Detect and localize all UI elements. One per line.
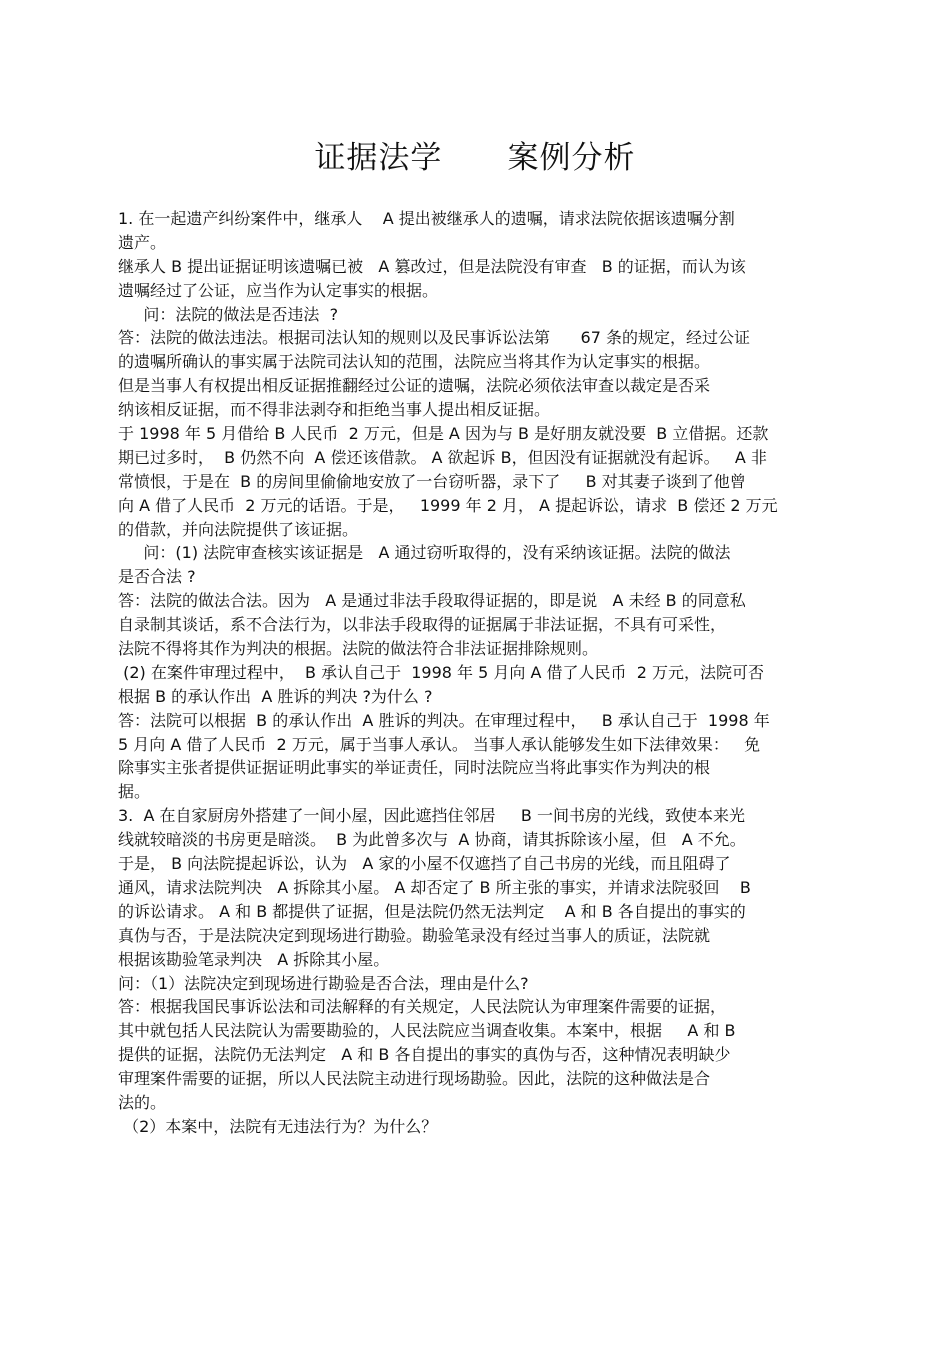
text-line: 答：法院可以根据 B 的承认作出 A 胜诉的判决。在审理过程中， B 承认自己于 1998 年 [118, 710, 770, 730]
text-line: 遗产。 [118, 232, 167, 252]
document-body [118, 207, 838, 1139]
text-line: 3. A 在自家厨房外搭建了一间小屋，因此遮挡住邻居 B 一间书房的光线，致使本来光 [118, 806, 745, 826]
text-line: 期已过多时， B 仍然不向 A 偿还该借款。 A 欲起诉 B，但因没有证据就没有起诉。 A 非 [118, 447, 767, 467]
text-line: （2）本案中，法院有无违法行为？为什么？ [118, 1116, 438, 1136]
text-line: (2) 在案件审理过程中， B 承认自己于 1998 年 5 月向 A 借了人民币 2 万元，法院可否 [118, 662, 764, 682]
text-line: 真伪与否，于是法院决定到现场进行勘验。勘验笔录没有经过当事人的质证，法院就 [118, 925, 711, 945]
text-line: 问：(1) 法院审查核实该证据是 A 通过窃听取得的，没有采纳该证据。法院的做法 [118, 543, 731, 563]
text-line: 其中就包括人民法院认为需要勘验的，人民法院应当调查收集。本案中，根据 A 和 B [118, 1021, 736, 1041]
text-line: 向 A 借了人民币 2 万元的话语。于是， 1999 年 2 月， A 提起诉讼，请求 B 偿还 2 万元 [118, 495, 778, 515]
document-title: 证据法学 案例分析 [314, 140, 636, 176]
text-line: 常愤恨，于是在 B 的房间里偷偷地安放了一台窃听器，录下了 B 对其妻子谈到了他曾 [118, 471, 746, 491]
text-line: 线就较暗淡的书房更是暗淡。 B 为此曾多次与 A 协商，请其拆除该小屋，但 A 不允。 [118, 830, 746, 850]
text-line: 答：法院的做法合法。因为 A 是通过非法手段取得证据的，即是说 A 未经 B 的同意私 [118, 591, 746, 611]
text-line: 问：法院的做法是否违法 ? [118, 304, 339, 324]
text-line: 是否合法 ? [118, 567, 196, 587]
text-line: 法的。 [118, 1092, 167, 1112]
text-line: 但是当事人有权提出相反证据推翻经过公证的遗嘱，法院必须依法审查以裁定是否采 [118, 376, 711, 396]
text-line: 提供的证据，法院仍无法判定 A 和 B 各自提出的事实的真伪与否，这种情况表明缺少 [118, 1045, 731, 1065]
text-line: 根据该勘验笔录判决 A 拆除其小屋。 [118, 949, 390, 969]
text-line: 自录制其谈话，系不合法行为，以非法手段取得的证据属于非法证据，不具有可采性， [118, 615, 727, 635]
text-line: 法院不得将其作为判决的根据。法院的做法符合非法证据排除规则。 [118, 639, 599, 659]
text-line: 遗嘱经过了公证，应当作为认定事实的根据。 [118, 280, 439, 300]
text-line: 答：根据我国民事诉讼法和司法解释的有关规定，人民法院认为审理案件需要的证据， [118, 997, 727, 1017]
text-line: 1. 在一起遗产纠纷案件中，继承人 A 提出被继承人的遗嘱，请求法院依据该遗嘱分割 [118, 209, 735, 228]
text-line: 的借款，并向法院提供了该证据。 [118, 519, 359, 539]
text-line: 的遗嘱所确认的事实属于法院司法认知的范围，法院应当将其作为认定事实的根据。 [118, 352, 711, 372]
text-line: 审理案件需要的证据，所以人民法院主动进行现场勘验。因此，法院的这种做法是合 [118, 1069, 711, 1089]
text-line: 除事实主张者提供证据证明此事实的举证责任，同时法院应当将此事实作为判决的根 [118, 758, 711, 778]
text-line: 于 1998 年 5 月借给 B 人民币 2 万元，但是 A 因为与 B 是好朋友就没要 B 立借据。还款 [118, 424, 769, 444]
text-line: 根据 B 的承认作出 A 胜诉的判决 ?为什么 ? [118, 686, 433, 706]
text-line: 答：法院的做法违法。根据司法认知的规则以及民事诉讼法第 67 条的规定，经过公证 [118, 328, 750, 348]
text-line: 继承人 B 提出证据证明该遗嘱已被 A 篡改过，但是法院没有审查 B 的证据，而认为该 [118, 256, 746, 276]
text-line: 据。 [118, 782, 151, 802]
text-line: 于是， B 向法院提起诉讼，认为 A 家的小屋不仅遮挡了自己书房的光线，而且阻碍了 [118, 854, 731, 874]
text-line: 通风，请求法院判决 A 拆除其小屋。 A 却否定了 B 所主张的事实，并请求法院驳回 B [118, 877, 751, 897]
text-line: 的诉讼请求。 A 和 B 都提供了证据，但是法院仍然无法判定 A 和 B 各自提出的事实的 [118, 901, 746, 921]
text-line: 纳该相反证据，而不得非法剥夺和拒绝当事人提出相反证据。 [118, 400, 551, 420]
text-line: 问：（1）法院决定到现场进行勘验是否合法，理由是什么? [118, 973, 529, 993]
text-line: 5 月向 A 借了人民币 2 万元，属于当事人承认。 当事人承认能够发生如下法律效果： 免 [118, 734, 761, 754]
